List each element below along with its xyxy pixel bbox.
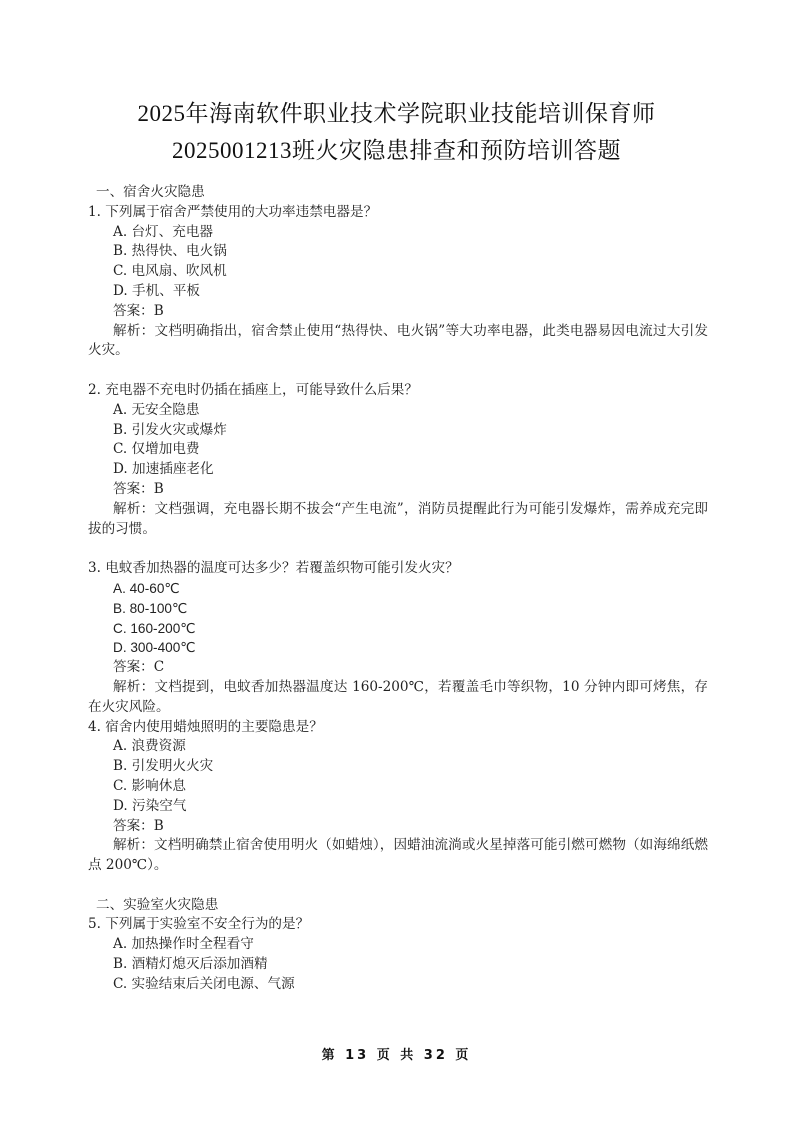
option: C. 160-200℃ — [113, 620, 196, 636]
option: B. 80-100℃ — [113, 600, 188, 616]
option: C. 电风扇、吹风机 — [113, 263, 227, 280]
question-block — [88, 559, 708, 717]
question-text: 1. 下列属于宿舍严禁使用的大功率违禁电器是？ — [88, 203, 378, 220]
explanation: 解析：文档明确禁止宿舍使用明火（如蜡烛），因蜡油流淌或火星掉落可能引燃可燃物（如海绵纸燃点 200℃）。 — [88, 837, 708, 874]
spacer — [88, 539, 708, 559]
document-title-line1: 2025年海南软件职业技术学院职业技能培训保育师 — [137, 101, 656, 126]
option: D. 手机、平板 — [113, 282, 201, 299]
answer: 答案：B — [113, 480, 164, 497]
option: C. 实验结束后关闭电源、气源 — [113, 975, 295, 992]
spacer — [88, 361, 708, 381]
question-text: 2. 充电器不充电时仍插在插座上，可能导致什么后果？ — [88, 381, 418, 398]
explanation: 解析：文档强调，充电器长期不拔会“产生电流”，消防员提醒此行为可能引发爆炸，需养成充完即拔的习惯。 — [88, 500, 708, 537]
answer: 答案：C — [113, 659, 165, 676]
option: D. 300-400℃ — [113, 640, 196, 656]
page-number: 第 13 页 共 32 页 — [321, 1048, 472, 1063]
option: A. 台灯、充电器 — [113, 223, 214, 240]
option: A. 40-60℃ — [113, 580, 180, 596]
document-body — [88, 183, 708, 995]
option: B. 引发火灾或爆炸 — [113, 421, 227, 438]
option: B. 引发明火火灾 — [113, 758, 214, 775]
option: C. 影响休息 — [113, 777, 186, 794]
option: A. 浪费资源 — [113, 738, 186, 755]
option: D. 加速插座老化 — [113, 461, 214, 478]
question-text: 3. 电蚊香加热器的温度可达多少？若覆盖织物可能引发火灾？ — [88, 560, 459, 577]
question-block — [88, 381, 708, 539]
section-heading: 二、实验室火灾隐患 — [96, 896, 219, 913]
answer: 答案：B — [113, 302, 164, 319]
option: B. 热得快、电火锅 — [113, 243, 227, 260]
question-text: 4. 宿舍内使用蜡烛照明的主要隐患是？ — [88, 718, 323, 735]
answer: 答案：B — [113, 817, 164, 834]
question-block — [88, 915, 708, 994]
section-heading: 一、宿舍火灾隐患 — [96, 184, 205, 200]
question-block — [88, 203, 708, 361]
document-title-line2: 2025001213班火灾隐患排查和预防培训答题 — [172, 138, 621, 163]
option: A. 加热操作时全程看守 — [113, 936, 254, 953]
question-text: 5. 下列属于实验室不安全行为的是？ — [88, 916, 310, 933]
explanation: 解析：文档明确指出，宿舍禁止使用“热得快、电火锅”等大功率电器，此类电器易因电流过大引发火灾。 — [88, 322, 708, 359]
explanation: 解析：文档提到，电蚊香加热器温度达 160-200℃，若覆盖毛巾等织物，10 分钟内即可烤焦，存在火灾风险。 — [88, 678, 708, 715]
question-block — [88, 718, 708, 876]
option: C. 仅增加电费 — [113, 441, 200, 458]
spacer — [88, 876, 708, 896]
option: B. 酒精灯熄灭后添加酒精 — [113, 956, 268, 973]
option: A. 无安全隐患 — [113, 401, 200, 418]
option: D. 污染空气 — [113, 797, 187, 814]
